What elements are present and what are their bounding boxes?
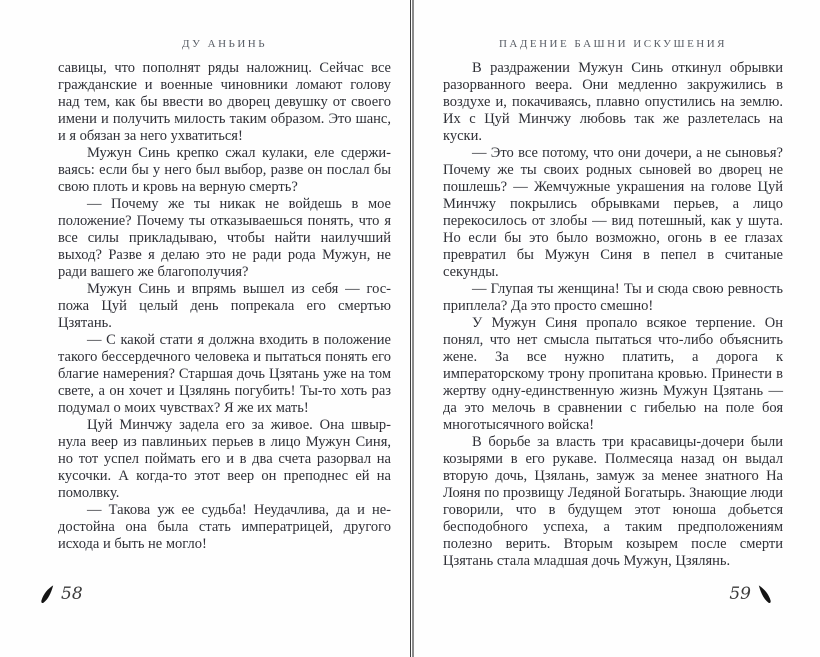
- paragraph: Мужун Синь крепко сжал кулаки, еле сдерживаясь: если бы у него был выбор, разве он послал бы свою плоть и кровь на верную смерть?: [58, 145, 391, 195]
- paragraph: — С какой стати я должна входить в положение такого бессердечного человека и пытаться понять его благие намерения? Старшая дочь Цзятань уже на том свете, а он хочет и Цзялянь погубить! Ты-то хоть раз подумал о моих чувствах? Я же их мать!: [58, 332, 391, 416]
- feather-icon: [758, 585, 772, 604]
- paragraph: савицы, что пополнят ряды наложниц. Сейчас все гражданские и военные чиновники ломают голову над тем, как бы ввести во дворец девушку от своего имени и получить милость таким образом. Это шанс, и я обязан за него ухватиться!: [58, 60, 391, 144]
- feather-icon: [40, 585, 54, 604]
- paragraph: Цуй Минчжу задела его за живое. Она швырнула веер из павлиньих перьев в лицо Мужун Синя, но тот успел поймать его и в два счета разорвал на кусочки. А когда-то этот веер он преподнес ей на помолвку.: [58, 417, 391, 501]
- folio-left: [40, 584, 83, 604]
- paragraph: — Это все потому, что они дочери, а не сыновья? Почему же ты своих родных сыновей во дворец не пошлешь? — Жемчужные украшения на голове Цуй Минчжу покрылись обрывками перьев, а лицо перекосилось от злобы — вид потешный, как у шута. Но если бы это было возможно, огонь в ее глазах превратил бы Мужун Синя в пепел в считаные секунды.: [443, 145, 783, 280]
- page-right: [413, 0, 820, 657]
- paragraph: У Мужун Синя пропало всякое терпение. Он понял, что нет смысла пытаться что-либо объяснить жене. За все нужно платить, а дорога к императорскому трону пропитана кровью. Принести в жертву одну-единственную жизнь Мужун Цзятань — да это мелочь в сравнении с гибелью на поле боя многотысячного войска!: [443, 315, 783, 433]
- paragraph: Мужун Синь и впрямь вышел из себя — госпожа Цуй целый день попрекала его смертью Цзятань.: [58, 281, 391, 331]
- folio-right: [729, 584, 772, 604]
- page-number: 58: [61, 584, 83, 604]
- running-header-author: ДУ АНЬИНЬ: [181, 38, 268, 50]
- page-right-body: [443, 60, 783, 570]
- page-left-body: [58, 60, 391, 553]
- page-divider: [410, 0, 412, 657]
- running-header-title: ПАДЕНИЕ БАШНИ ИСКУШЕНИЯ: [498, 38, 728, 50]
- paragraph: — Почему же ты никак не войдешь в мое положение? Почему ты отказываешься понять, что я все силы прикладываю, чтобы найти наилучший выход? Разве я делаю это не ради рода Мужун, не ради вашего же благополучия?: [58, 196, 391, 280]
- paragraph: — Такова уж ее судьба! Неудачлива, да и недостойна она была стать императрицей, другого исхода и быть не могло!: [58, 502, 391, 552]
- paragraph: В борьбе за власть три красавицы-дочери были козырями в его рукаве. Полмесяца назад он выдал вторую дочь, Цзялань, замуж за менее знатного На Лояня по прозвищу Ледяной Богатырь. Знающие люди говорили, что в будущем этот юноша добьется бесподобного успеха, а таким предположениям полезно верить. Вторым козырем после смерти Цзятань стала младшая дочь Мужун, Цзялянь.: [443, 434, 783, 569]
- paragraph: В раздражении Мужун Синь откинул обрывки разорванного веера. Они медленно закружились в воздухе и, покачиваясь, плавно опустились на землю. Их с Цуй Минчжу любовь так же разлетелась на куски.: [443, 60, 783, 144]
- page-number: 59: [729, 584, 751, 604]
- paragraph: — Глупая ты женщина! Ты и сюда свою ревность приплела? Да это просто смешно!: [443, 281, 783, 314]
